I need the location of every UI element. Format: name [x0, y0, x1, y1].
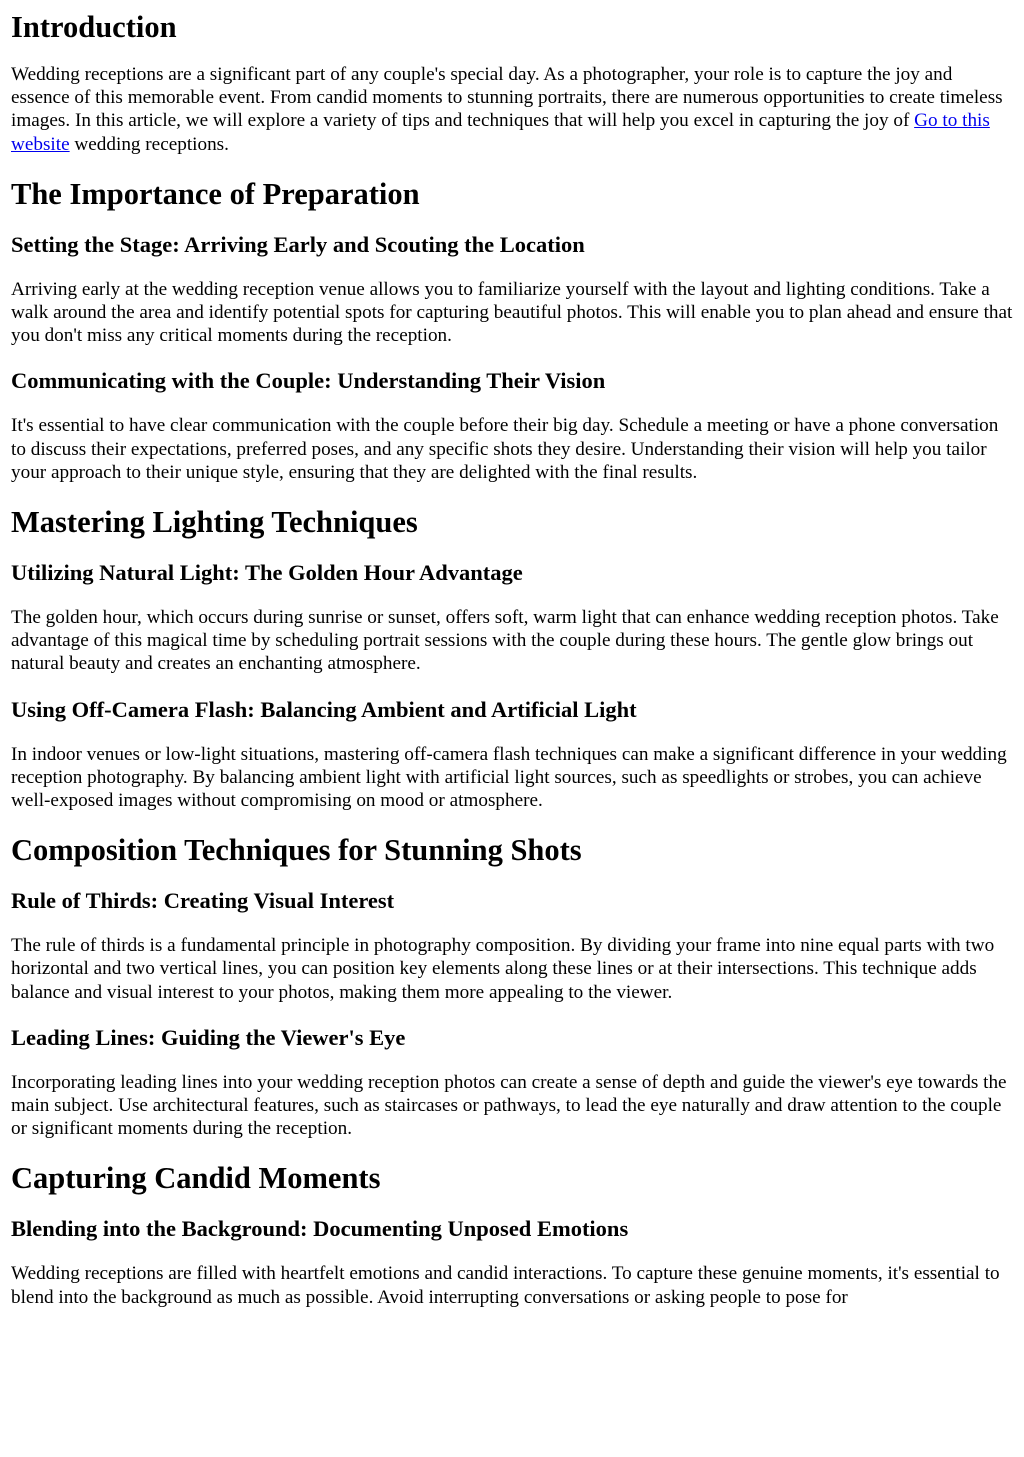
- section-title-candid-moments: Capturing Candid Moments: [11, 1161, 381, 1196]
- subsection-title-setting-the-stage: Setting the Stage: Arriving Early and Scouting the Location: [11, 231, 585, 257]
- subsection-title-natural-light: Utilizing Natural Light: The Golden Hour Advantage: [11, 560, 523, 586]
- article: [0, 9, 1024, 1309]
- subsection-title-leading-lines: Leading Lines: Guiding the Viewer's Eye: [11, 1024, 406, 1050]
- subsection-title-rule-of-thirds: Rule of Thirds: Creating Visual Interest: [11, 888, 395, 914]
- subsection-body-leading-lines: Incorporating leading lines into your wedding reception photos can create a sense of depth and guide the viewer's eye towards the main subject. Use architectural features, such as staircases or pathways, to lead the eye naturally and draw attention to the couple or significant moments during the reception.: [11, 1071, 1007, 1140]
- subsection-body-setting-the-stage: Arriving early at the wedding reception venue allows you to familiarize yourself with the layout and lighting conditions. Take a walk around the area and identify potential spots for capturing beautiful photos. This will enable you to plan ahead and ensure that you don't miss any critical moments during the reception.: [11, 278, 1013, 347]
- intro-text-after-link: wedding receptions.: [69, 133, 229, 155]
- intro-paragraph: [11, 63, 1013, 156]
- subsection-body-natural-light: The golden hour, which occurs during sunrise or sunset, offers soft, warm light that can enhance wedding reception photos. Take advantage of this magical time by scheduling portrait sessions with the couple during these hours. The gentle glow brings out natural beauty and creates an enchanting atmosphere.: [11, 607, 999, 675]
- subsection-title-off-camera-flash: Using Off-Camera Flash: Balancing Ambient and Artificial Light: [11, 696, 637, 722]
- section-title-lighting: Mastering Lighting Techniques: [11, 505, 418, 540]
- subsection-body-communicating: It's essential to have clear communication with the couple before their big day. Schedule a meeting or have a phone conversation to discuss their expectations, preferred poses, and any specific shots they desire. Understanding their vision will help you tailor your approach to their unique style, ensuring that they are delighted with the final results.: [11, 415, 999, 483]
- subsection-body-blending-in: Wedding receptions are filled with heartfelt emotions and candid interactions. To capture these genuine moments, it's essential to blend into the background as much as possible. Avoid interrupting conversations or asking people to pose for: [11, 1263, 1000, 1308]
- section-title-preparation: The Importance of Preparation: [11, 176, 420, 211]
- subsection-body-off-camera-flash: In indoor venues or low-light situations, mastering off-camera flash techniques can make a significant difference in your wedding reception photography. By balancing ambient light with artificial light sources, such as speedlights or strobes, you can achieve well-exposed images without compromising on mood or atmosphere.: [11, 743, 1007, 812]
- website-link[interactable]: Go to this website: [11, 110, 990, 155]
- subsection-title-communicating: Communicating with the Couple: Understanding Their Vision: [11, 368, 606, 394]
- intro-text-before-link: Wedding receptions are a significant part of any couple's special day. As a photographer, your role is to capture the joy and essence of this memorable event. From candid moments to stunning portraits, there are numerous opportunities to create timeless images. In this article, we will explore a variety of tips and techniques that will help you excel in capturing the joy of: [11, 64, 1003, 132]
- subsection-title-blending-in: Blending into the Background: Documenting Unposed Emotions: [11, 1216, 629, 1242]
- section-title-composition: Composition Techniques for Stunning Shots: [11, 833, 582, 868]
- subsection-body-rule-of-thirds: The rule of thirds is a fundamental principle in photography composition. By dividing your frame into nine equal parts with two horizontal and two vertical lines, you can position key elements along these lines or at their intersections. This technique adds balance and visual interest to your photos, making them more appealing to the viewer.: [11, 935, 995, 1003]
- section-title-introduction: Introduction: [11, 10, 177, 44]
